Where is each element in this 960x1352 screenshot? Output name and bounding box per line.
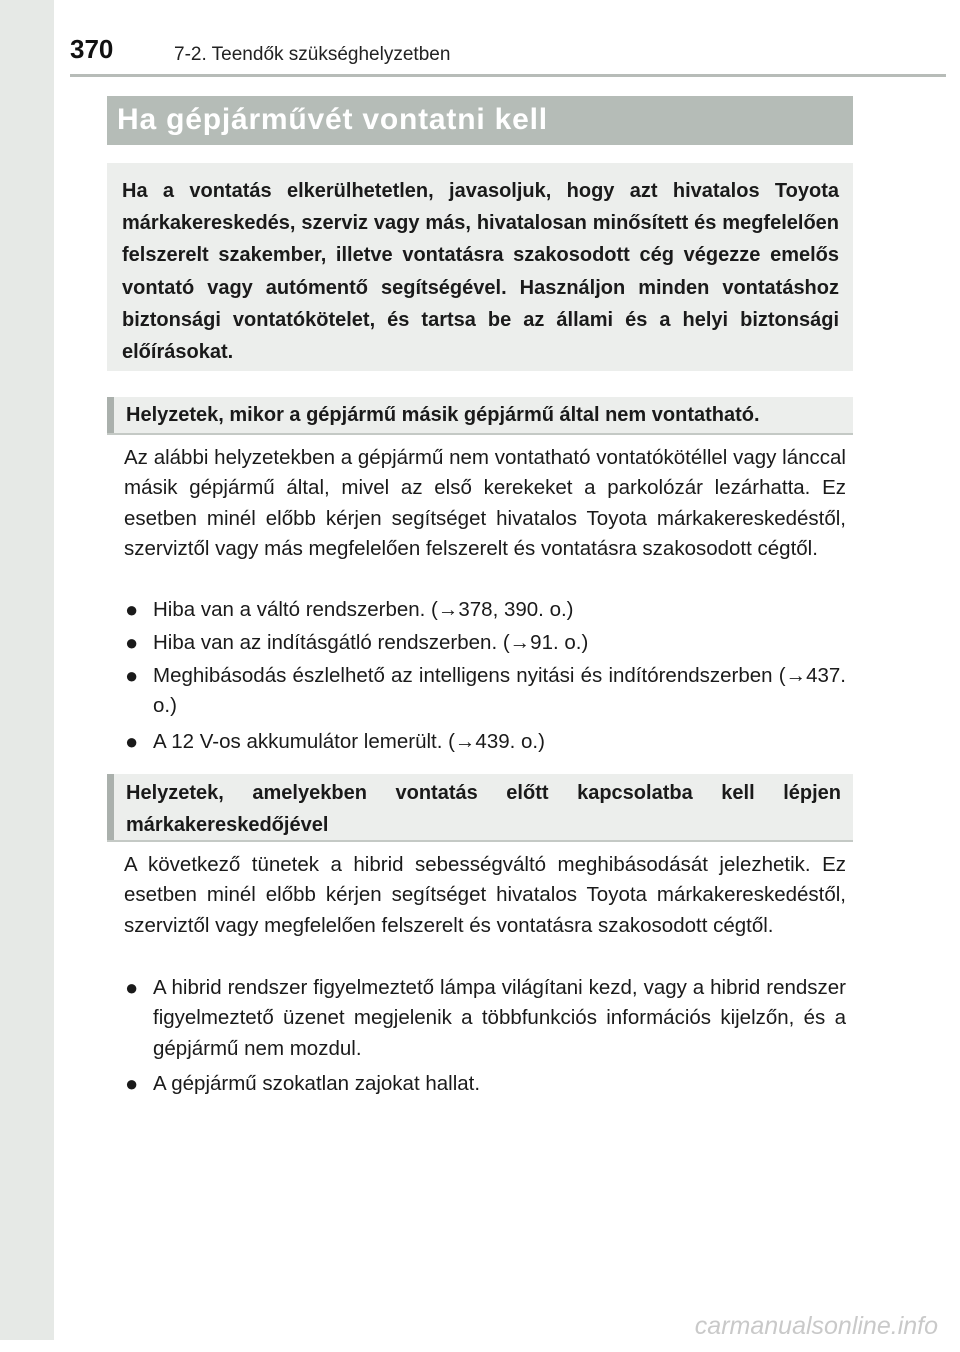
bullet-text: A hibrid rendszer figyelmeztető lámpa világítani kezd, vagy a hibrid rendszer figyelmeztető üzenet megjelenik a többfunkciós információs kijelzőn, és a gépjármű nem mozdul. bbox=[153, 976, 846, 1060]
bullet-icon: ● bbox=[125, 663, 139, 688]
bullet-item bbox=[124, 727, 846, 757]
bullet-item bbox=[124, 661, 846, 722]
bullet-text: Hiba van a váltó rendszerben. (→378, 390. o.) bbox=[153, 598, 574, 621]
paragraph-text: A következő tünetek a hibrid sebességváltó meghibásodását jelezhetik. Ez esetben minél előbb kérjen segítséget hivatalos Toyota márkakereskedéstől, szerviztől vagy megfelelően felszerelt és vontatásra szakosodott cégtől. bbox=[124, 853, 846, 937]
paragraph-text: Az alábbi helyzetekben a gépjármű nem vontatható vontatókötéllel vagy lánccal másik gépjármű által, mivel az első kerekeket a parkolózár lezárhatta. Ez esetben minél előbb kérjen segítséget hivatalos Toyota márkakereskedéstől, szerviztől vagy más megfelelően felszerelt és vontatásra szakosodott cégtől. bbox=[124, 446, 846, 560]
bullet-icon: ● bbox=[125, 597, 139, 622]
subheading-not-towable: Helyzetek, mikor a gépjármű másik gépjármű által nem vontatható. bbox=[107, 397, 853, 435]
chapter-title: 7-2. Teendők szükséghelyzetben bbox=[174, 44, 451, 65]
bullet-item bbox=[124, 1069, 846, 1099]
bullet-icon: ● bbox=[125, 630, 139, 655]
paragraph-contact-dealer bbox=[124, 850, 846, 941]
bullet-text: A 12 V-os akkumulátor lemerült. (→439. o.) bbox=[153, 730, 545, 753]
page-margin-strip bbox=[0, 0, 54, 1340]
section-title: Ha gépjárművét vontatni kell bbox=[107, 96, 853, 145]
page-number: 370 bbox=[70, 34, 114, 64]
bullet-icon: ● bbox=[125, 1071, 139, 1096]
subheading-contact-dealer: Helyzetek, amelyekben vontatás előtt kapcsolatba kell lépjen márkakereskedőjével bbox=[107, 774, 853, 842]
intro-box bbox=[107, 163, 853, 371]
bullet-item bbox=[124, 973, 846, 1064]
bullet-icon: ● bbox=[125, 729, 139, 754]
paragraph-not-towable bbox=[124, 443, 846, 564]
header-divider bbox=[70, 74, 946, 77]
intro-text: Ha a vontatás elkerülhetetlen, javasoljuk, hogy azt hivatalos Toyota márkakereskedés, szerviz vagy más, hivatalosan minősített és megfelelően felszerelt szakember, illetve vontatásra szakosodott cég végezze emelős vontató vagy autómentő segítségével. Használjon minden vontatáshoz biztonsági vontatókötelet, és tartsa be az állami és a helyi biztonsági előírásokat. bbox=[122, 180, 839, 364]
bullet-text: Hiba van az indításgátló rendszerben. (→91. o.) bbox=[153, 631, 589, 654]
bullet-item bbox=[124, 595, 846, 625]
bullet-text: Meghibásodás észlelhető az intelligens nyitási és indítórendszerben (→437. o.) bbox=[153, 664, 846, 718]
bullet-text: A gépjármű szokatlan zajokat hallat. bbox=[153, 1072, 481, 1095]
bullet-icon: ● bbox=[125, 975, 139, 1000]
bullet-item bbox=[124, 628, 846, 658]
watermark: carmanualsonline.info bbox=[694, 1312, 938, 1340]
